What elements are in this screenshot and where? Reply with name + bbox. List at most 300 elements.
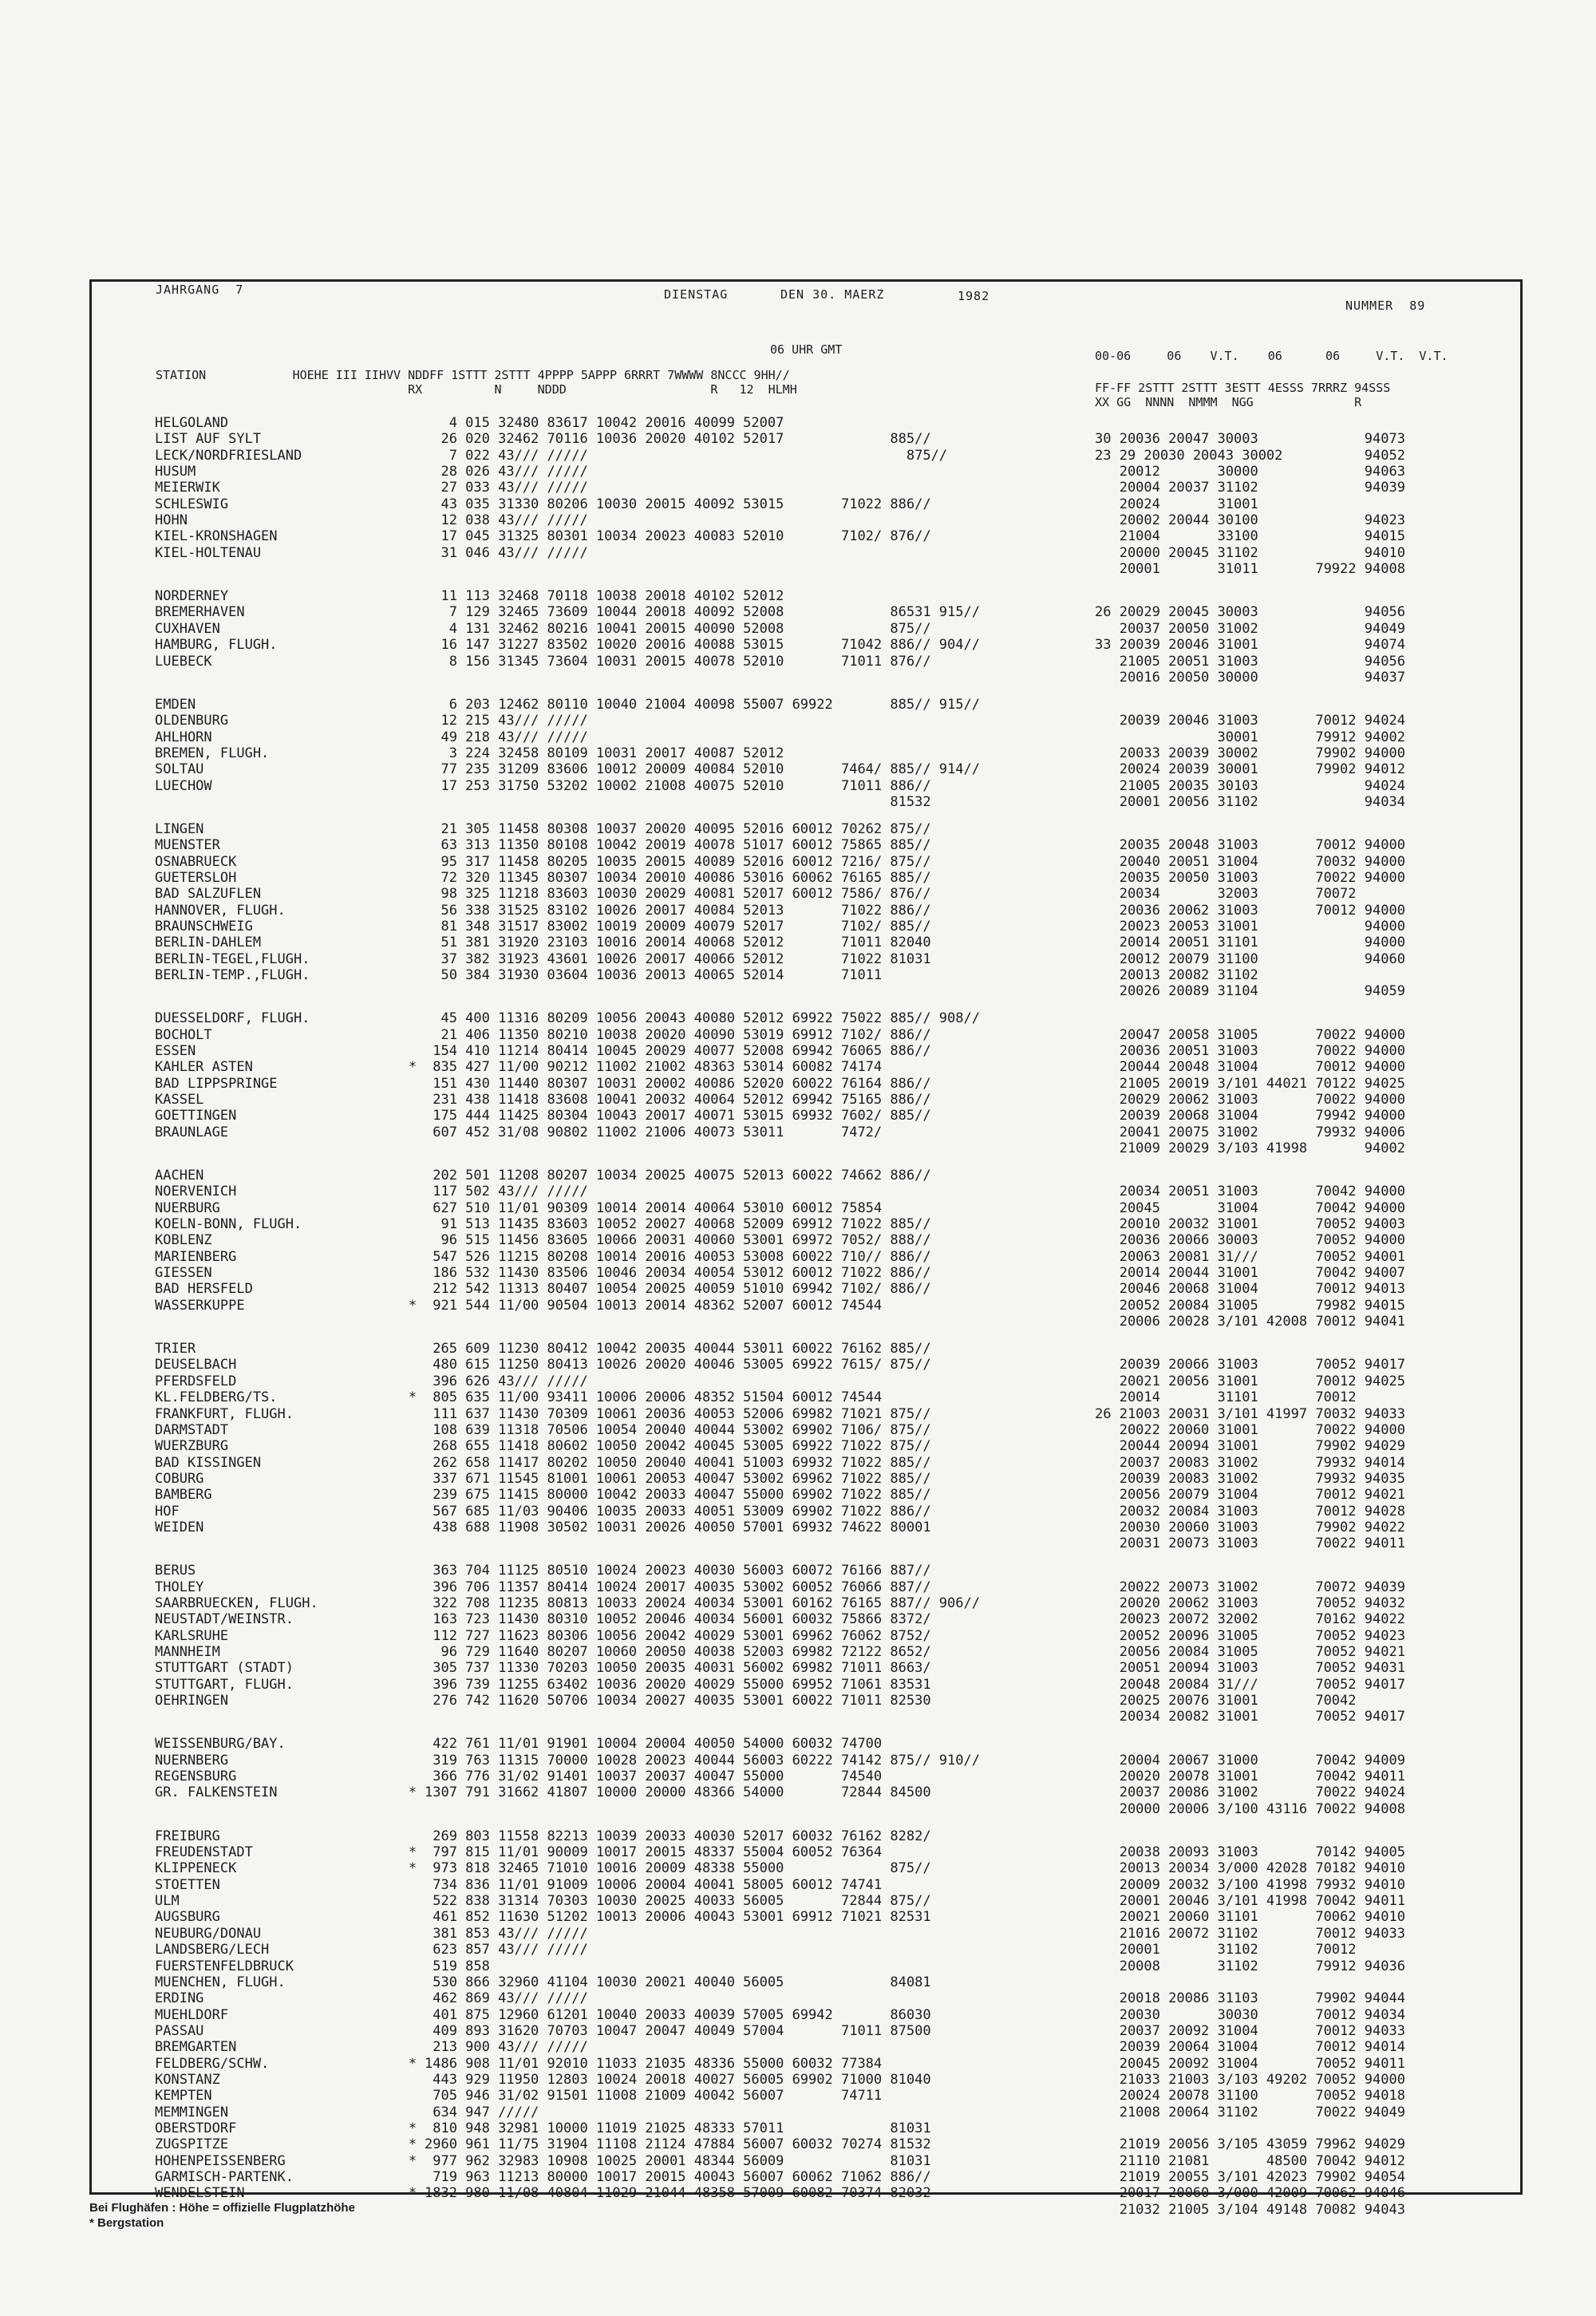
station-row [89,1298,1523,1314]
forecast-groups: 20024 31001 [1095,496,1258,512]
forecast-groups: 20036 20066 30003 70052 94000 [1095,1232,1405,1248]
station-row [89,1958,1523,1974]
forecast-groups: 21005 20019 3/101 44021 70122 94025 [1095,1076,1405,1092]
station-row [89,1563,1523,1579]
footnote-airport-height: Bei Flughäfen : Höhe = offizielle Flugplatzhöhe [89,2201,355,2215]
observation-groups: 4 015 32480 83617 10042 20016 40099 52007 [425,415,784,431]
mountain-station-marker: * [408,2056,417,2072]
station-name: NEUSTADT/WEINSTR. [155,1611,294,1627]
observation-groups: 95 317 11458 80205 10035 20015 40089 52016 60012 7216/ 875// [425,854,931,870]
forecast-groups: 20014 20051 31101 94000 [1095,935,1405,951]
forecast-groups: 20045 31004 70042 94000 [1095,1200,1405,1216]
volume-label: JAHRGANG 7 [156,283,244,297]
station-name: MUENCHEN, FLUGH. [155,1974,286,1990]
station-name: GIESSEN [155,1265,212,1281]
station-row [89,1471,1523,1487]
observation-groups: 12 215 43/// ///// [425,713,588,729]
station-row [89,1108,1523,1124]
observation-groups: 51 381 31920 23103 10016 20014 40068 52012 71011 82040 [425,935,931,951]
observation-groups: 72 320 11345 80307 10034 20010 40086 53016 60062 76165 885// [425,870,931,886]
station-name: KEMPTEN [155,2088,212,2104]
station-name: BAMBERG [155,1487,212,1503]
observation-groups: 1832 980 11/08 40804 11029 21044 48358 57009 60082 70374 82032 [425,2185,931,2201]
station-name: GR. FALKENSTEIN [155,1784,278,1800]
observation-groups: 409 893 31620 70703 10047 20047 40049 57004 71011 87500 [425,2023,931,2039]
station-row [89,1487,1523,1503]
observation-groups: 480 615 11250 80413 10026 20020 40046 53005 69922 7615/ 875// [425,1357,931,1373]
station-name: BREMERHAVEN [155,604,245,620]
mountain-station-marker: * [408,1784,417,1800]
observation-groups: 186 532 11430 83506 10046 20034 40054 53012 60012 71022 886// [425,1265,931,1281]
forecast-groups: 20000 20045 31102 94010 [1095,545,1405,561]
station-row [89,2039,1523,2055]
station-row [89,1611,1523,1627]
station-name: ULM [155,1893,180,1909]
station-row [89,1092,1523,1108]
forecast-groups: 20020 20078 31001 70042 94011 [1095,1769,1405,1784]
station-name: LANDSBERG/LECH [155,1942,270,1958]
forecast-groups: 20036 20062 31003 70012 94000 [1095,903,1405,919]
mountain-station-marker: * [408,1059,417,1075]
station-name: THOLEY [155,1579,204,1595]
station-row [89,1628,1523,1644]
observation-groups: 17 253 31750 53202 10002 21008 40075 52010 71011 886// [425,778,931,794]
station-row [89,745,1523,761]
station-name: BAD HERSFELD [155,1281,253,1297]
observation-groups: 797 815 11/01 90009 10017 20015 48337 55004 60052 76364 [425,1844,883,1860]
station-row [89,512,1523,528]
station-row [89,670,1523,686]
forecast-groups: 21005 20035 30103 94024 [1095,778,1405,794]
observation-groups: 8 156 31345 73604 10031 20015 40078 52010 71011 876// [425,654,931,670]
observation-groups: 438 688 11908 30502 10031 20026 40050 57001 69932 74622 80001 [425,1520,931,1535]
observation-groups: 276 742 11620 50706 10034 20027 40035 53001 60022 71011 82530 [425,1693,931,1709]
station-name: MUEHLDORF [155,2007,229,2023]
station-name: HAMBURG, FLUGH. [155,637,278,653]
station-row [89,2056,1523,2072]
observation-groups: 12 038 43/// ///// [425,512,588,528]
station-row [89,1844,1523,1860]
forecast-groups: 20020 20062 31003 70052 94032 [1095,1595,1405,1611]
forecast-groups: 21110 21081 48500 70042 94012 [1095,2153,1405,2169]
mountain-station-marker: * [408,2136,417,2152]
forecast-groups: 20001 20046 3/101 41998 70042 94011 [1095,1893,1405,1909]
station-row [89,2105,1523,2120]
forecast-groups: 20022 20060 31001 70022 94000 [1095,1422,1405,1438]
station-name: WUERZBURG [155,1438,229,1454]
station-row [89,1140,1523,1156]
obs-time-label: 06 UHR GMT [770,342,843,357]
station-row [89,1265,1523,1281]
forecast-groups: 20004 20067 31000 70042 94009 [1095,1753,1405,1769]
forecast-groups: 20013 20034 3/000 42028 70182 94010 [1095,1860,1405,1876]
observation-groups: 805 635 11/00 93411 10006 20006 48352 51504 60012 74544 [425,1389,883,1405]
forecast-groups: 20039 20068 31004 79942 94000 [1095,1108,1405,1124]
station-row [89,983,1523,999]
station-row [89,1535,1523,1551]
forecast-groups: 20045 20092 31004 70052 94011 [1095,2056,1405,2072]
station-name: SOLTAU [155,761,204,777]
station-row [89,1281,1523,1297]
station-name: HANNOVER, FLUGH. [155,903,286,919]
observation-groups: 154 410 11214 80414 10045 20029 40077 52008 69942 76065 886// [425,1043,931,1059]
forecast-groups: 20013 20082 31102 [1095,967,1258,983]
observation-groups: 268 655 11418 80602 10050 20042 40045 53005 69922 71022 875// [425,1438,931,1454]
station-row [89,794,1523,810]
station-name: LUECHOW [155,778,212,794]
station-name: MEMMINGEN [155,2105,229,2120]
forecast-groups: 21019 20056 3/105 43059 79962 94029 [1095,2136,1405,2152]
station-row [89,1753,1523,1769]
observation-groups: 7 129 32465 73609 10044 20018 40092 52008 86531 915// [425,604,980,620]
observation-groups: 973 818 32465 71010 10016 20009 48338 55000 875// [425,1860,931,1876]
forecast-groups: 20046 20068 31004 70012 94013 [1095,1281,1405,1297]
forecast-period-header: 00-06 06 V.T. 06 06 V.T. V.T. [1095,349,1448,363]
station-name: PASSAU [155,2023,204,2039]
forecast-groups: 20035 20050 31003 70022 94000 [1095,870,1405,886]
mountain-station-marker: * [408,2185,417,2201]
forecast-groups: 20018 20086 31103 79902 94044 [1095,1990,1405,2006]
station-row [89,1520,1523,1535]
forecast-groups: 20017 20060 3/000 42009 70062 94046 [1095,2185,1405,2201]
observation-groups: 4 131 32462 80216 10041 20015 40090 52008 875// [425,621,931,637]
station-name: NORDERNEY [155,588,229,604]
station-row [89,935,1523,951]
forecast-groups: 20024 20039 30001 79902 94012 [1095,761,1405,777]
forecast-groups: 21032 21005 3/104 49148 70082 94043 [1095,2202,1405,2218]
station-name: FREIBURG [155,1828,220,1844]
station-row [89,1660,1523,1676]
observation-groups: 547 526 11215 80208 10014 20016 40053 53008 60022 710// 886// [425,1249,931,1265]
forecast-groups: 21009 20029 3/103 41998 94002 [1095,1140,1405,1156]
station-row [89,604,1523,620]
forecast-groups: 21005 20051 31003 94056 [1095,654,1405,670]
mountain-station-marker: * [408,2153,417,2169]
obs-column-header: STATION HOEHE III IIHVV NDDFF 1STTT 2STTT 4PPPP 5APPP 6RRRT 7WWWW 8NCCC 9HH// [156,368,790,382]
station-row [89,1942,1523,1958]
year: 1982 [958,289,990,303]
observation-groups: 269 803 11558 82213 10039 20033 40030 52017 60032 76162 8282/ [425,1828,931,1844]
station-row [89,2120,1523,2136]
observation-groups: 45 400 11316 80209 10056 20043 40080 52012 69922 75022 885// 908// [425,1010,980,1026]
station-row [89,2185,1523,2201]
station-row [89,561,1523,577]
station-name: BREMGARTEN [155,2039,237,2055]
observation-groups: 96 515 11456 83605 10066 20031 40060 53001 69972 7052/ 888// [425,1232,931,1248]
station-name: MUENSTER [155,837,220,853]
observation-groups: 530 866 32960 41104 10030 20021 40040 56005 84081 [425,1974,931,1990]
observation-groups: 108 639 11318 70506 10054 20040 40044 53002 69902 7106/ 875// [425,1422,931,1438]
station-row [89,1216,1523,1232]
station-row [89,1801,1523,1817]
forecast-groups: 21004 33100 94015 [1095,528,1405,544]
forecast-groups: 20010 20032 31001 70052 94003 [1095,1216,1405,1232]
station-row [89,1877,1523,1893]
observation-groups: 63 313 11350 80108 10042 20019 40078 51017 60012 75865 885// [425,837,931,853]
station-row [89,637,1523,653]
forecast-groups: 26 20029 20045 30003 94056 [1095,604,1405,620]
observation-groups: 239 675 11415 80000 10042 20033 40047 55000 69902 71022 885// [425,1487,931,1503]
station-row [89,919,1523,935]
observation-groups: 28 026 43/// ///// [425,464,588,480]
forecast-groups: 20044 20048 31004 70012 94000 [1095,1059,1405,1075]
observation-groups: 607 452 31/08 90802 11002 21006 40073 53011 7472/ [425,1124,883,1140]
station-row [89,1784,1523,1800]
station-name: STOETTEN [155,1877,220,1893]
mountain-station-marker: * [408,1298,417,1314]
forecast-groups: 30 20036 20047 30003 94073 [1095,431,1405,447]
observation-groups: 7 022 43/// ///// 875// [425,448,948,464]
station-name: BAD LIPPSPRINGE [155,1076,278,1092]
station-row [89,1828,1523,1844]
forecast-groups: 20036 20051 31003 70022 94000 [1095,1043,1405,1059]
station-name: WEISSENBURG/BAY. [155,1736,286,1752]
weekday: DIENSTAG [664,287,729,302]
forecast-groups: 20001 31102 70012 [1095,1942,1357,1958]
forecast-groups: 20030 20060 31003 79902 94022 [1095,1520,1405,1535]
station-row [89,2007,1523,2023]
station-row [89,1027,1523,1043]
station-name: WENDELSTEIN [155,2185,245,2201]
station-row [89,1769,1523,1784]
station-row [89,2023,1523,2039]
observation-groups: 262 658 11417 80202 10050 20040 40041 51003 69932 71022 885// [425,1455,931,1471]
observation-groups: 56 338 31525 83102 10026 20017 40084 52013 71022 886// [425,903,931,919]
forecast-groups: 20023 20072 32002 70162 94022 [1095,1611,1405,1627]
forecast-groups: 20056 20079 31004 70012 94021 [1095,1487,1405,1503]
station-row [89,1926,1523,1942]
station-name: OLDENBURG [155,713,229,729]
observation-groups: 366 776 31/02 91401 10037 20037 40047 55000 74540 [425,1769,883,1784]
station-row [89,1124,1523,1140]
station-name: BOCHOLT [155,1027,212,1043]
station-name: HELGOLAND [155,415,229,431]
station-row [89,496,1523,512]
station-row [89,713,1523,729]
station-row [89,1389,1523,1405]
forecast-column-subheader: XX GG NNNN NMMM NGG R [1095,395,1362,409]
forecast-groups: 20004 20037 31102 94039 [1095,480,1405,496]
station-name: WASSERKUPPE [155,1298,245,1314]
station-row [89,1677,1523,1693]
station-row [89,2169,1523,2185]
forecast-groups: 33 20039 20046 31001 94074 [1095,637,1405,653]
observation-groups: 49 218 43/// ///// [425,729,588,745]
forecast-groups: 30001 79912 94002 [1095,729,1405,745]
observation-groups: 231 438 11418 83608 10041 20032 40064 52012 69942 75165 886// [425,1092,931,1108]
forecast-groups: 20008 31102 79912 94036 [1095,1958,1405,1974]
observation-groups: 81 348 31517 83002 10019 20009 40079 52017 7102/ 885// [425,919,931,935]
station-name: TRIER [155,1341,196,1357]
forecast-groups: 20056 20084 31005 70052 94021 [1095,1644,1405,1660]
mountain-station-marker: * [408,1860,417,1876]
station-row [89,1990,1523,2006]
station-name: WEIDEN [155,1520,204,1535]
station-row [89,1341,1523,1357]
forecast-groups: 20039 20046 31003 70012 94024 [1095,713,1405,729]
station-name: KL.FELDBERG/TS. [155,1389,278,1405]
station-row [89,903,1523,919]
forecast-groups: 20039 20066 31003 70052 94017 [1095,1357,1405,1373]
forecast-groups: 20034 20051 31003 70042 94000 [1095,1184,1405,1199]
issue-number: NUMMER 89 [1345,298,1426,313]
station-row [89,2072,1523,2088]
observation-groups: 319 763 11315 70000 10028 20023 40044 56003 60222 74142 875// 910// [425,1753,980,1769]
forecast-groups: 20029 20062 31003 70022 94000 [1095,1092,1405,1108]
observation-groups: 396 626 43/// ///// [425,1373,588,1389]
observation-groups: 37 382 31923 43601 10026 20017 40066 52012 71022 81031 [425,951,931,967]
observation-groups: 112 727 11623 80306 10056 20042 40029 53001 69962 76062 8752/ [425,1628,931,1644]
observation-groups: 6 203 12462 80110 10040 21004 40098 55007 69922 885// 915// [425,697,980,713]
observation-groups: 835 427 11/00 90212 11002 21002 48363 53014 60082 74174 [425,1059,883,1075]
station-row [89,1076,1523,1092]
station-row [89,621,1523,637]
observation-groups: 322 708 11235 80813 10033 20024 40034 53001 60162 76165 887// 906// [425,1595,980,1611]
station-name: OSNABRUECK [155,854,237,870]
observation-groups: 111 637 11430 70309 10061 20036 40053 52006 69982 71021 875// [425,1406,931,1422]
station-row [89,1893,1523,1909]
station-row [89,464,1523,480]
observation-groups: 623 857 43/// ///// [425,1942,588,1958]
station-row [89,1184,1523,1199]
station-row [89,951,1523,967]
station-row [89,729,1523,745]
station-name: LECK/NORDFRIESLAND [155,448,302,464]
station-name: SAARBRUECKEN, FLUGH. [155,1595,318,1611]
station-row [89,1860,1523,1876]
station-name: NUERNBERG [155,1753,229,1769]
station-row [89,528,1523,544]
forecast-groups: 20048 20084 31/// 70052 94017 [1095,1677,1405,1693]
date: DEN 30. MAERZ [780,287,885,302]
station-row [89,1909,1523,1925]
forecast-groups: 23 29 20030 20043 30002 94052 [1095,448,1405,464]
observation-groups: 265 609 11230 80412 10042 20035 40044 53011 60022 76162 885// [425,1341,931,1357]
station-name: HUSUM [155,464,196,480]
station-name: BRAUNLAGE [155,1124,229,1140]
station-row [89,1059,1523,1075]
observation-groups: 43 035 31330 80206 10030 20015 40092 53015 71022 886// [425,496,931,512]
forecast-groups: 20034 20082 31001 70052 94017 [1095,1709,1405,1725]
forecast-groups: 20035 20048 31003 70012 94000 [1095,837,1405,853]
station-name: COBURG [155,1471,204,1487]
forecast-groups: 20000 20006 3/100 43116 70022 94008 [1095,1801,1405,1817]
station-name: HOF [155,1504,180,1520]
forecast-groups: 20041 20075 31002 79932 94006 [1095,1124,1405,1140]
forecast-groups: 20040 20051 31004 70032 94000 [1095,854,1405,870]
station-name: BERUS [155,1563,196,1579]
footnotes [89,2200,355,2231]
observation-groups: 31 046 43/// ///// [425,545,588,561]
observation-groups: 381 853 43/// ///// [425,1926,588,1942]
station-row [89,1200,1523,1216]
station-row [89,480,1523,496]
station-name: HOHENPEISSENBERG [155,2153,286,2169]
forecast-groups: 20034 32003 70072 [1095,886,1357,902]
observation-groups: 977 962 32983 10908 10025 20001 48344 56009 81031 [425,2153,931,2169]
forecast-groups: 20026 20089 31104 94059 [1095,983,1405,999]
observation-groups: 91 513 11435 83603 10052 20027 40068 52009 69912 71022 885// [425,1216,931,1232]
observation-groups: 719 963 11213 80000 10017 20015 40043 56007 60062 71062 886// [425,2169,931,2185]
station-name: KLIPPENECK [155,1860,237,1876]
observation-groups: 17 045 31325 80301 10034 20023 40083 52010 7102/ 876// [425,528,931,544]
observation-groups: 77 235 31209 83606 10012 20009 40084 52010 7464/ 885// 914// [425,761,980,777]
observation-groups: 11 113 32468 70118 10038 20018 40102 52012 [425,588,784,604]
station-row [89,854,1523,870]
forecast-groups: 20012 30000 94063 [1095,464,1405,480]
observation-groups: 16 147 31227 83502 10020 20016 40088 53015 71042 886// 904// [425,637,980,653]
station-row [89,837,1523,853]
observation-groups: 462 869 43/// ///// [425,1990,588,2006]
forecast-groups: 20023 20053 31001 94000 [1095,919,1405,935]
station-name: MANNHEIM [155,1644,220,1660]
forecast-groups: 20047 20058 31005 70022 94000 [1095,1027,1405,1043]
station-name: STUTTGART, FLUGH. [155,1677,294,1693]
station-name: GUETERSLOH [155,870,237,886]
observation-groups: 213 900 43/// ///// [425,2039,588,2055]
station-row [89,1406,1523,1422]
station-row [89,1232,1523,1248]
observation-groups: 305 737 11330 70203 10050 20035 40031 56002 69982 71011 8663/ [425,1660,931,1676]
observation-groups: 175 444 11425 80304 10043 20017 40071 53015 69932 7602/ 885// [425,1108,931,1124]
station-row [89,1168,1523,1184]
forecast-groups: 20052 20096 31005 70052 94023 [1095,1628,1405,1644]
station-row [89,2088,1523,2104]
forecast-groups: 20039 20064 31004 70012 94014 [1095,2039,1405,2055]
station-name: KOBLENZ [155,1232,212,1248]
station-name: GOETTINGEN [155,1108,237,1124]
observation-groups: 396 706 11357 80414 10024 20017 40035 53002 60052 76066 887// [425,1579,931,1595]
station-name: ZUGSPITZE [155,2136,229,2152]
station-name: BRAUNSCHWEIG [155,919,253,935]
station-row [89,415,1523,431]
forecast-groups: 20021 20056 31001 70012 94025 [1095,1373,1405,1389]
observation-groups: 1486 908 11/01 92010 11033 21035 48336 55000 60032 77384 [425,2056,883,2072]
forecast-groups: 20002 20044 30100 94023 [1095,512,1405,528]
forecast-groups: 20044 20094 31001 79902 94029 [1095,1438,1405,1454]
station-name: KARLSRUHE [155,1628,229,1644]
forecast-groups: 20001 20056 31102 94034 [1095,794,1405,810]
station-row [89,1314,1523,1330]
forecast-groups: 20052 20084 31005 79982 94015 [1095,1298,1405,1314]
station-name: DUESSELDORF, FLUGH. [155,1010,310,1026]
station-name: KIEL-HOLTENAU [155,545,262,561]
forecast-groups: 20037 20086 31002 70022 94024 [1095,1784,1405,1800]
observation-groups: 26 020 32462 70116 10036 20020 40102 52017 885// [425,431,931,447]
station-row [89,1010,1523,1026]
station-row [89,1373,1523,1389]
station-name: KOELN-BONN, FLUGH. [155,1216,302,1232]
station-name: PFERDSFELD [155,1373,237,1389]
forecast-groups: 20006 20028 3/101 42008 70012 94041 [1095,1314,1405,1330]
station-name: DARMSTADT [155,1422,229,1438]
station-name: AUGSBURG [155,1909,220,1925]
forecast-column-header: FF-FF 2STTT 2STTT 3ESTT 4ESSS 7RRRZ 94SSS [1095,381,1391,395]
observation-groups: 2960 961 11/75 31904 11108 21124 47884 56007 60032 70274 81532 [425,2136,931,2152]
forecast-groups: 26 21003 20031 3/101 41997 70032 94033 [1095,1406,1405,1422]
station-name: NOERVENICH [155,1184,237,1199]
observation-groups: 21 406 11350 80210 10038 20020 40090 53019 69912 7102/ 886// [425,1027,931,1043]
station-name: KASSEL [155,1092,204,1108]
forecast-groups: 20009 20032 3/100 41998 79932 94010 [1095,1877,1405,1893]
station-name: MARIENBERG [155,1249,237,1265]
observation-groups: 522 838 31314 70303 10030 20025 40033 56005 72844 875// [425,1893,931,1909]
station-row [89,2136,1523,2152]
station-name: BERLIN-TEGEL,FLUGH. [155,951,310,967]
station-row [89,588,1523,604]
mountain-station-marker: * [408,1844,417,1860]
forecast-groups: 20032 20084 31003 70012 94028 [1095,1504,1405,1520]
